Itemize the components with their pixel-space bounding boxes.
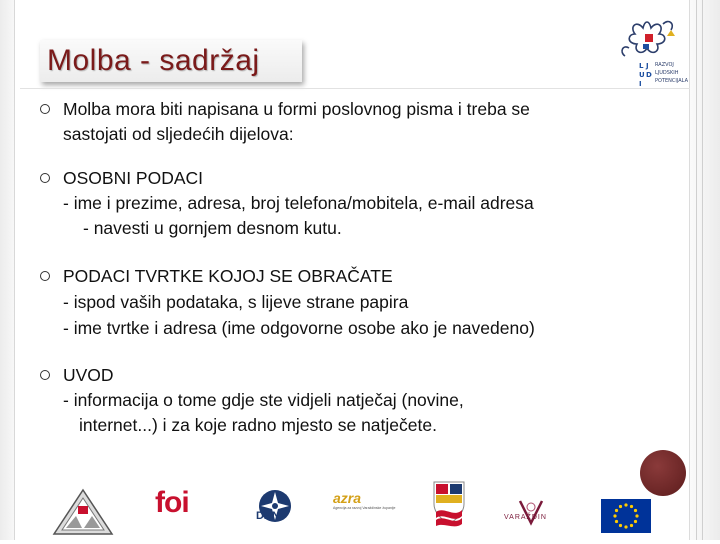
- bullet-heading: PODACI TVRTKE KOJOJ SE OBRAČATE: [63, 266, 393, 286]
- bullet-text: - ispod vaših podataka, s lijeve strane papira: [63, 292, 409, 312]
- logo-letter: J: [646, 62, 649, 70]
- list-item: [40, 363, 660, 438]
- bullet-text: - ime tvrtke i adresa (ime odgovorne osobe ako je navedeno): [63, 318, 535, 338]
- bullet-circle-icon: [40, 370, 50, 380]
- title-divider: [20, 88, 690, 89]
- bullet-text: Molba mora biti napisana u formi poslovnog pisma i treba se: [63, 99, 530, 119]
- logo-letter: L: [639, 62, 644, 70]
- bullet-text: sastojati od sljedećih dijelova:: [63, 124, 294, 144]
- content-bullet-list: [40, 97, 660, 438]
- logo-letter: U: [639, 71, 645, 79]
- slide-title: Molba - sadržaj: [47, 44, 260, 77]
- bullet-text: - navesti u gornjem desnom kutu.: [83, 218, 342, 238]
- bullet-circle-icon: [40, 104, 50, 114]
- logo-text: RAZVOJ: [655, 62, 674, 68]
- eu-flag-logo: [601, 488, 651, 544]
- list-item: [40, 97, 660, 147]
- bullet-heading: UVOD: [63, 365, 114, 385]
- dan-logo-text: DAN: [256, 510, 280, 522]
- logo-text: LJUDSKIH: [655, 70, 679, 76]
- list-item: [40, 261, 660, 343]
- bullet-text: - informacija o tome gdje ste vidjeli natječaj (novine,: [63, 390, 464, 410]
- bullet-circle-icon: [40, 271, 50, 281]
- ljudski-potencijali-logo: [615, 14, 695, 94]
- bullet-heading: OSOBNI PODACI: [63, 168, 204, 188]
- azra-logo-subtitle: Agencija za razvoj Varaždinske županije: [333, 506, 396, 510]
- logo-text: POTENCIJALA: [655, 78, 688, 84]
- varazdin-logo-text: VARAŽDIN: [504, 514, 547, 521]
- county-coat-of-arms-logo: [430, 476, 468, 532]
- bullet-text: internet...) i za koje radno mjesto se natječete.: [79, 415, 437, 435]
- bullet-text: - ime i prezime, adresa, broj telefona/mobitela, e-mail adresa: [63, 193, 534, 213]
- bullet-circle-icon: [40, 173, 50, 183]
- school-crest-logo: [52, 484, 114, 540]
- foi-logo: foi: [155, 486, 189, 519]
- logo-letter: D: [646, 71, 652, 79]
- left-frame-border: [0, 0, 15, 540]
- list-item: [40, 166, 660, 241]
- varazdin-logo: [500, 484, 562, 540]
- logo-letter: I: [639, 80, 642, 88]
- azra-logo: azra: [333, 490, 362, 506]
- dan-logo: [252, 478, 298, 534]
